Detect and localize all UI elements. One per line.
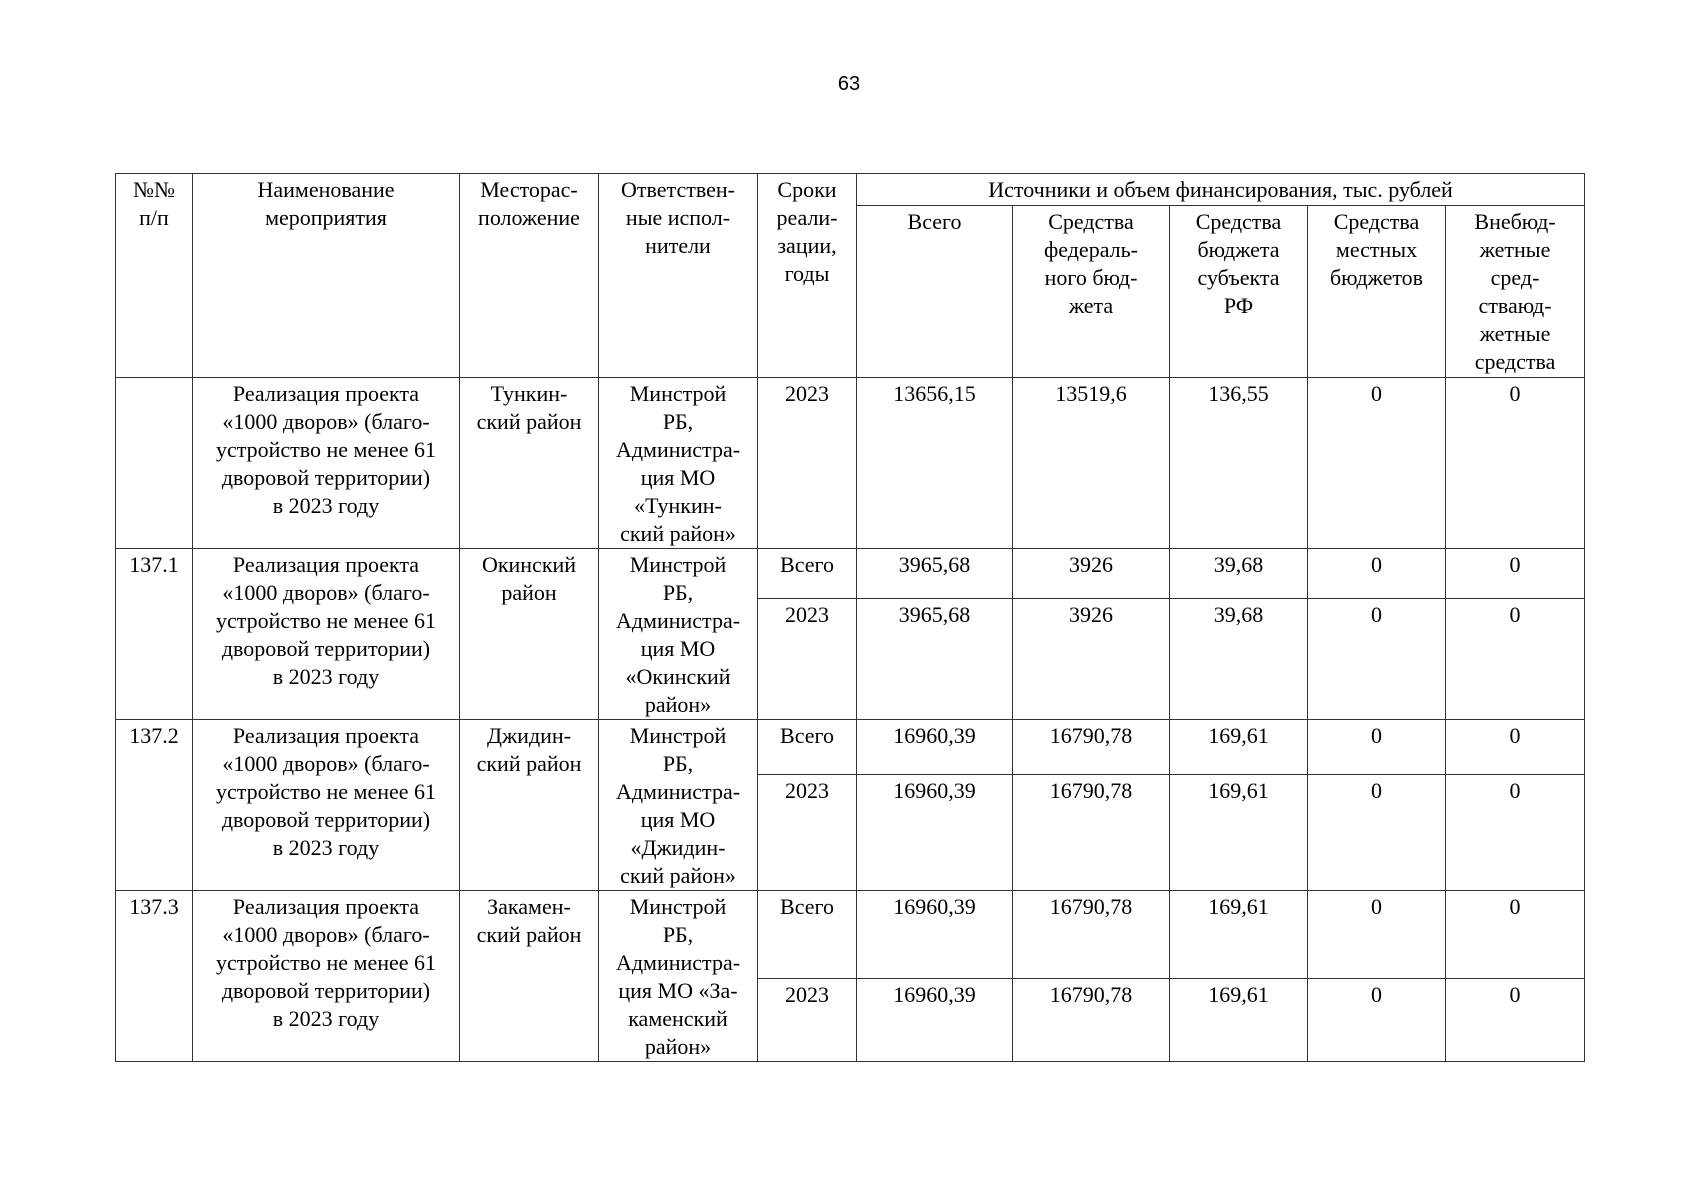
cell-total: 3965,68 [857,549,1013,599]
table-row [116,891,1585,979]
table-row [116,378,1585,549]
cell-name: Реализация проекта «1000 дворов» (благо- устройство не менее 61 дворовой территории) в 2023 году [193,891,460,1062]
cell-subject: 39,68 [1170,549,1308,599]
cell-location: Закамен- ский район [460,891,599,1062]
cell-period: Всего [758,720,857,775]
cell-extra: 0 [1446,720,1585,775]
header-subject: Средства бюджета субъекта РФ [1170,206,1308,378]
cell-period: Всего [758,891,857,979]
header-extra: Внебюд- жетные сред- стваюд- жетные средства [1446,206,1585,378]
cell-extra: 0 [1446,378,1585,549]
cell-federal: 16790,78 [1013,891,1170,979]
cell-local: 0 [1308,720,1446,775]
cell-federal: 3926 [1013,599,1170,720]
cell-federal: 13519,6 [1013,378,1170,549]
cell-local: 0 [1308,775,1446,891]
table-header [116,174,1585,378]
cell-federal: 16790,78 [1013,775,1170,891]
cell-subject: 136,55 [1170,378,1308,549]
cell-period: Всего [758,549,857,599]
cell-local: 0 [1308,978,1446,1062]
cell-local: 0 [1308,378,1446,549]
header-period: Сроки реали- зации, годы [758,174,857,378]
cell-subject: 169,61 [1170,978,1308,1062]
header-total: Всего [857,206,1013,378]
cell-total: 16960,39 [857,775,1013,891]
funding-table [115,173,1585,1062]
page-number: 63 [837,73,861,95]
cell-name: Реализация проекта «1000 дворов» (благо- устройство не менее 61 дворовой территории) в 2023 году [193,720,460,891]
cell-subject: 169,61 [1170,891,1308,979]
cell-total: 3965,68 [857,599,1013,720]
table-row [116,720,1585,775]
cell-num: 137.2 [116,720,193,891]
cell-subject: 169,61 [1170,775,1308,891]
cell-extra: 0 [1446,775,1585,891]
cell-num [116,378,193,549]
cell-local: 0 [1308,891,1446,979]
cell-total: 13656,15 [857,378,1013,549]
cell-responsible: Минстрой РБ, Администра- ция МО «Окинский район» [599,549,758,720]
cell-total: 16960,39 [857,891,1013,979]
cell-location: Тункин- ский район [460,378,599,549]
cell-period: 2023 [758,599,857,720]
cell-extra: 0 [1446,599,1585,720]
cell-local: 0 [1308,549,1446,599]
cell-name: Реализация проекта «1000 дворов» (благо- устройство не менее 61 дворовой территории) в 2023 году [193,378,460,549]
cell-subject: 39,68 [1170,599,1308,720]
cell-federal: 16790,78 [1013,720,1170,775]
table-row [116,549,1585,599]
header-responsible: Ответствен- ные испол- нители [599,174,758,378]
cell-period: 2023 [758,775,857,891]
cell-extra: 0 [1446,549,1585,599]
header-federal: Средства федераль- ного бюд- жета [1013,206,1170,378]
header-num: №№ п/п [116,174,193,378]
cell-location: Джидин- ский район [460,720,599,891]
cell-num: 137.1 [116,549,193,720]
cell-extra: 0 [1446,978,1585,1062]
header-funding-group: Источники и объем финансирования, тыс. рублей [857,174,1585,206]
cell-total: 16960,39 [857,720,1013,775]
cell-responsible: Минстрой РБ, Администра- ция МО «Тункин- ский район» [599,378,758,549]
cell-extra: 0 [1446,891,1585,979]
cell-num: 137.3 [116,891,193,1062]
cell-name: Реализация проекта «1000 дворов» (благо- устройство не менее 61 дворовой территории) в 2023 году [193,549,460,720]
cell-total: 16960,39 [857,978,1013,1062]
cell-period: 2023 [758,378,857,549]
header-name: Наименование мероприятия [193,174,460,378]
cell-responsible: Минстрой РБ, Администра- ция МО «Джидин- ский район» [599,720,758,891]
cell-local: 0 [1308,599,1446,720]
header-local: Средства местных бюджетов [1308,206,1446,378]
cell-location: Окинский район [460,549,599,720]
cell-federal: 16790,78 [1013,978,1170,1062]
table-body [116,378,1585,1062]
cell-federal: 3926 [1013,549,1170,599]
cell-subject: 169,61 [1170,720,1308,775]
header-location: Месторас- положение [460,174,599,378]
cell-responsible: Минстрой РБ, Администра- ция МО «За- каменский район» [599,891,758,1062]
cell-period: 2023 [758,978,857,1062]
